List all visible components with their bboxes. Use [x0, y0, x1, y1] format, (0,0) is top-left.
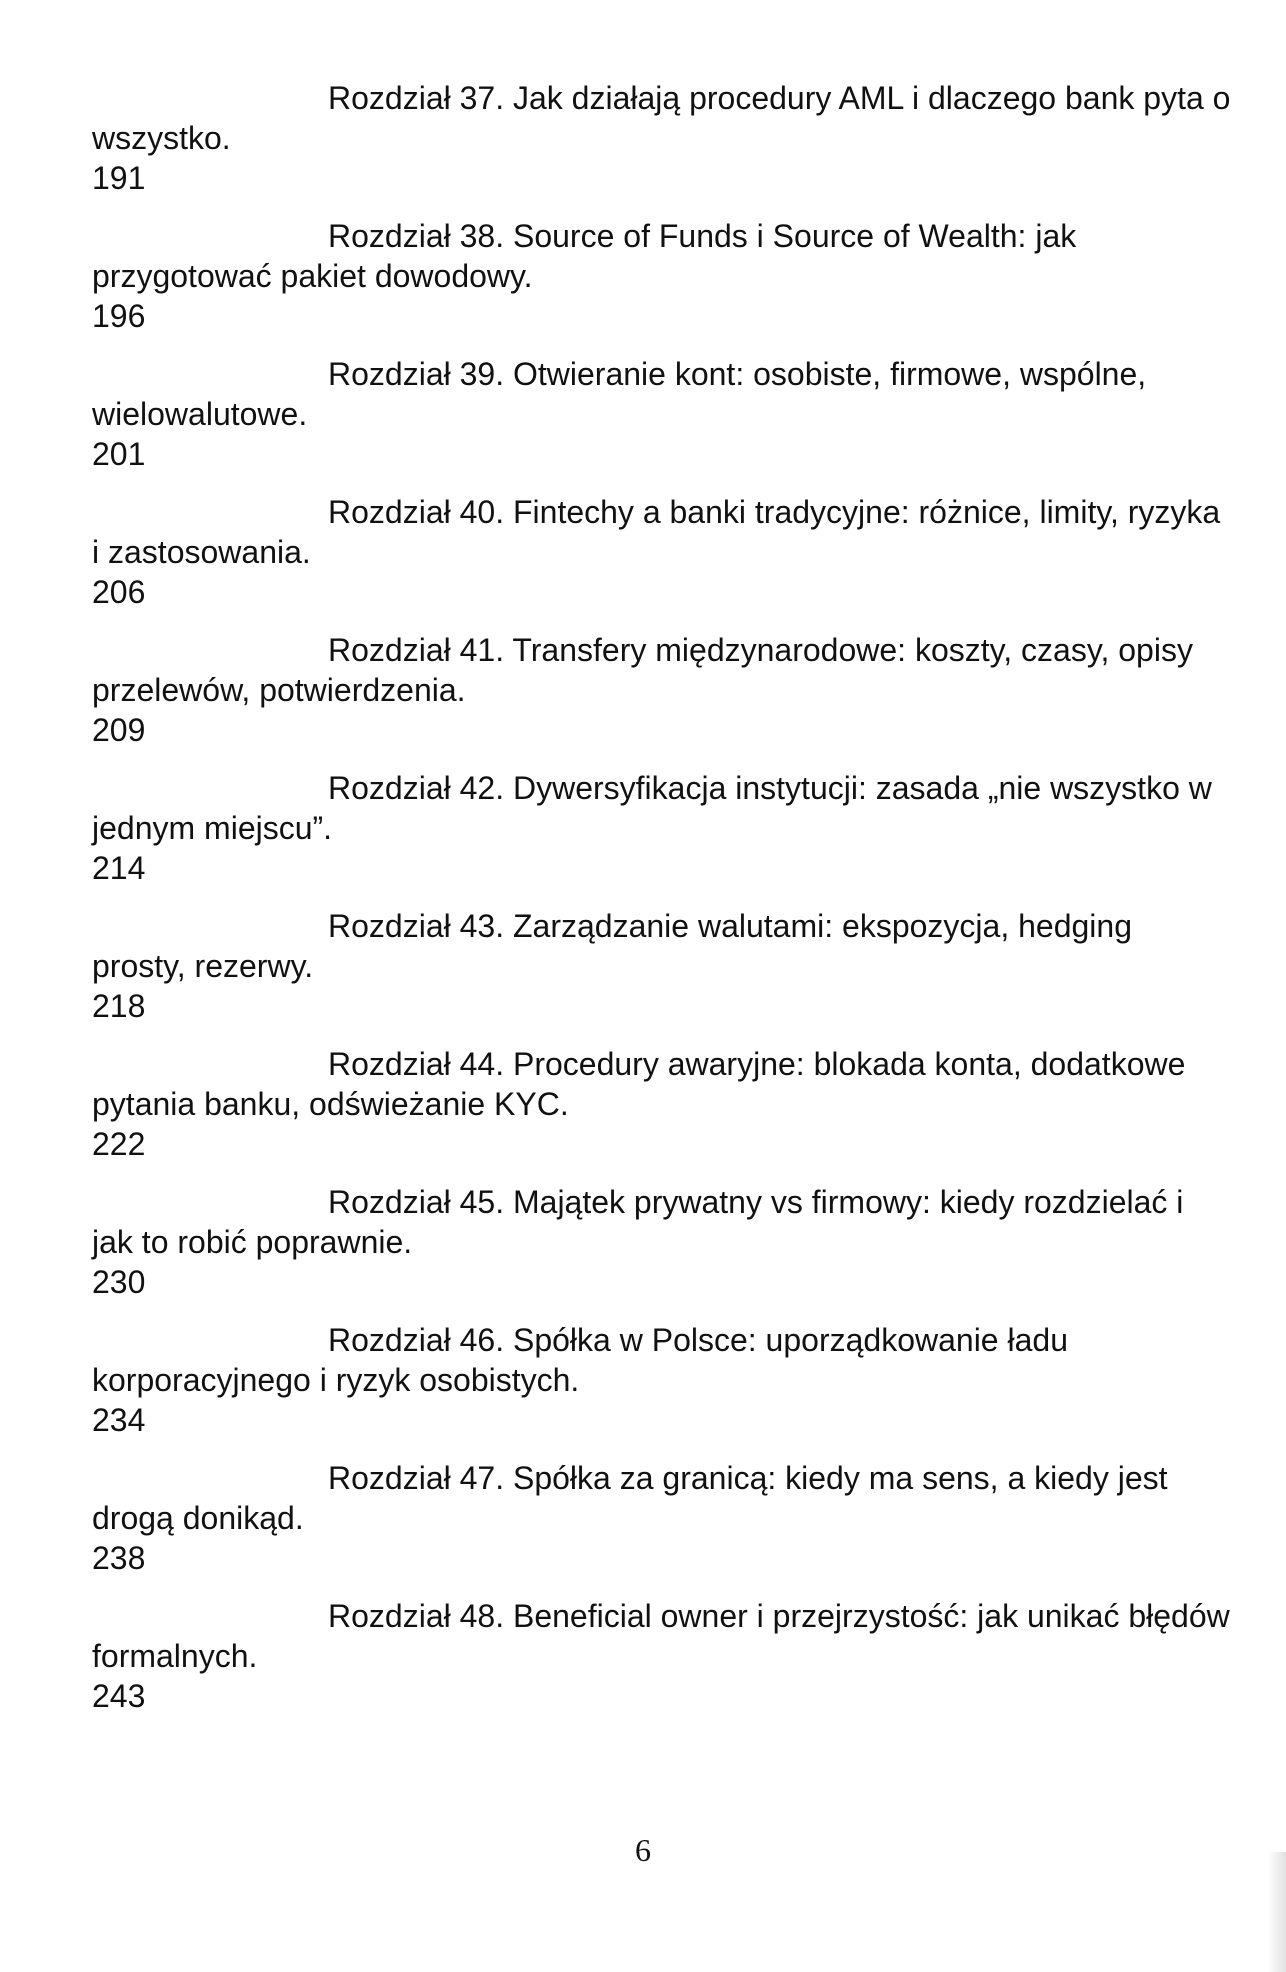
toc-entry-title: Rozdział 40. Fintechy a banki tradycyjne: różnice, limity, ryzyka i zastosowania.: [92, 494, 1221, 570]
toc-entry-page: 209: [92, 712, 146, 748]
toc-entry-title: Rozdział 37. Jak działają procedury AML i dlaczego bank pyta o wszystko.: [92, 80, 1231, 156]
toc-entry: [92, 1044, 1232, 1182]
toc-entry-title: Rozdział 43. Zarządzanie walutami: ekspozycja, hedging prosty, rezerwy.: [92, 908, 1132, 984]
toc-entry: [92, 354, 1232, 492]
toc-entry: [92, 768, 1232, 906]
toc-entry: [92, 492, 1232, 630]
toc-entry-page: 238: [92, 1540, 146, 1576]
toc-entry: [92, 1182, 1232, 1320]
toc-entry-title: Rozdział 45. Majątek prywatny vs firmowy: kiedy rozdzielać i jak to robić poprawnie.: [92, 1184, 1184, 1260]
page-edge-shadow: [1268, 1852, 1286, 1972]
toc-entry: [92, 78, 1232, 216]
toc-entry: [92, 1596, 1232, 1734]
toc-entry-page: 234: [92, 1402, 146, 1438]
toc-entry-page: 196: [92, 298, 146, 334]
toc-entry-title: Rozdział 46. Spółka w Polsce: uporządkowanie ładu korporacyjnego i ryzyk osobistych.: [92, 1322, 1068, 1398]
toc-entry-title: Rozdział 42. Dywersyfikacja instytucji: zasada „nie wszystko w jednym miejscu”.: [92, 770, 1212, 846]
page-number: 6: [635, 1832, 651, 1868]
toc-entry-page: 191: [92, 160, 146, 196]
toc-entry: [92, 630, 1232, 768]
toc-entry-page: 243: [92, 1678, 146, 1714]
toc-entry-title: Rozdział 44. Procedury awaryjne: blokada konta, dodatkowe pytania banku, odświeżanie KYC.: [92, 1046, 1186, 1122]
toc-entry: [92, 906, 1232, 1044]
toc-entry-page: 218: [92, 988, 146, 1024]
toc-entry-title: Rozdział 47. Spółka za granicą: kiedy ma sens, a kiedy jest drogą donikąd.: [92, 1460, 1168, 1536]
toc-entry-page: 206: [92, 574, 146, 610]
toc-entry: [92, 1320, 1232, 1458]
toc-entry-page: 222: [92, 1126, 146, 1162]
toc-entry-title: Rozdział 39. Otwieranie kont: osobiste, firmowe, wspólne, wielowalutowe.: [92, 356, 1147, 432]
toc-entry-title: Rozdział 38. Source of Funds i Source of Wealth: jak przygotować pakiet dowodowy.: [92, 218, 1077, 294]
toc-entry: [92, 1458, 1232, 1596]
toc-entry: [92, 216, 1232, 354]
toc-entry-title: Rozdział 48. Beneficial owner i przejrzystość: jak unikać błędów formalnych.: [92, 1598, 1230, 1674]
toc-entry-page: 230: [92, 1264, 146, 1300]
toc-entry-title: Rozdział 41. Transfery międzynarodowe: koszty, czasy, opisy przelewów, potwierdzenia.: [92, 632, 1193, 708]
toc-entry-page: 214: [92, 850, 146, 886]
toc-entry-page: 201: [92, 436, 146, 472]
table-of-contents: [92, 78, 1232, 1734]
